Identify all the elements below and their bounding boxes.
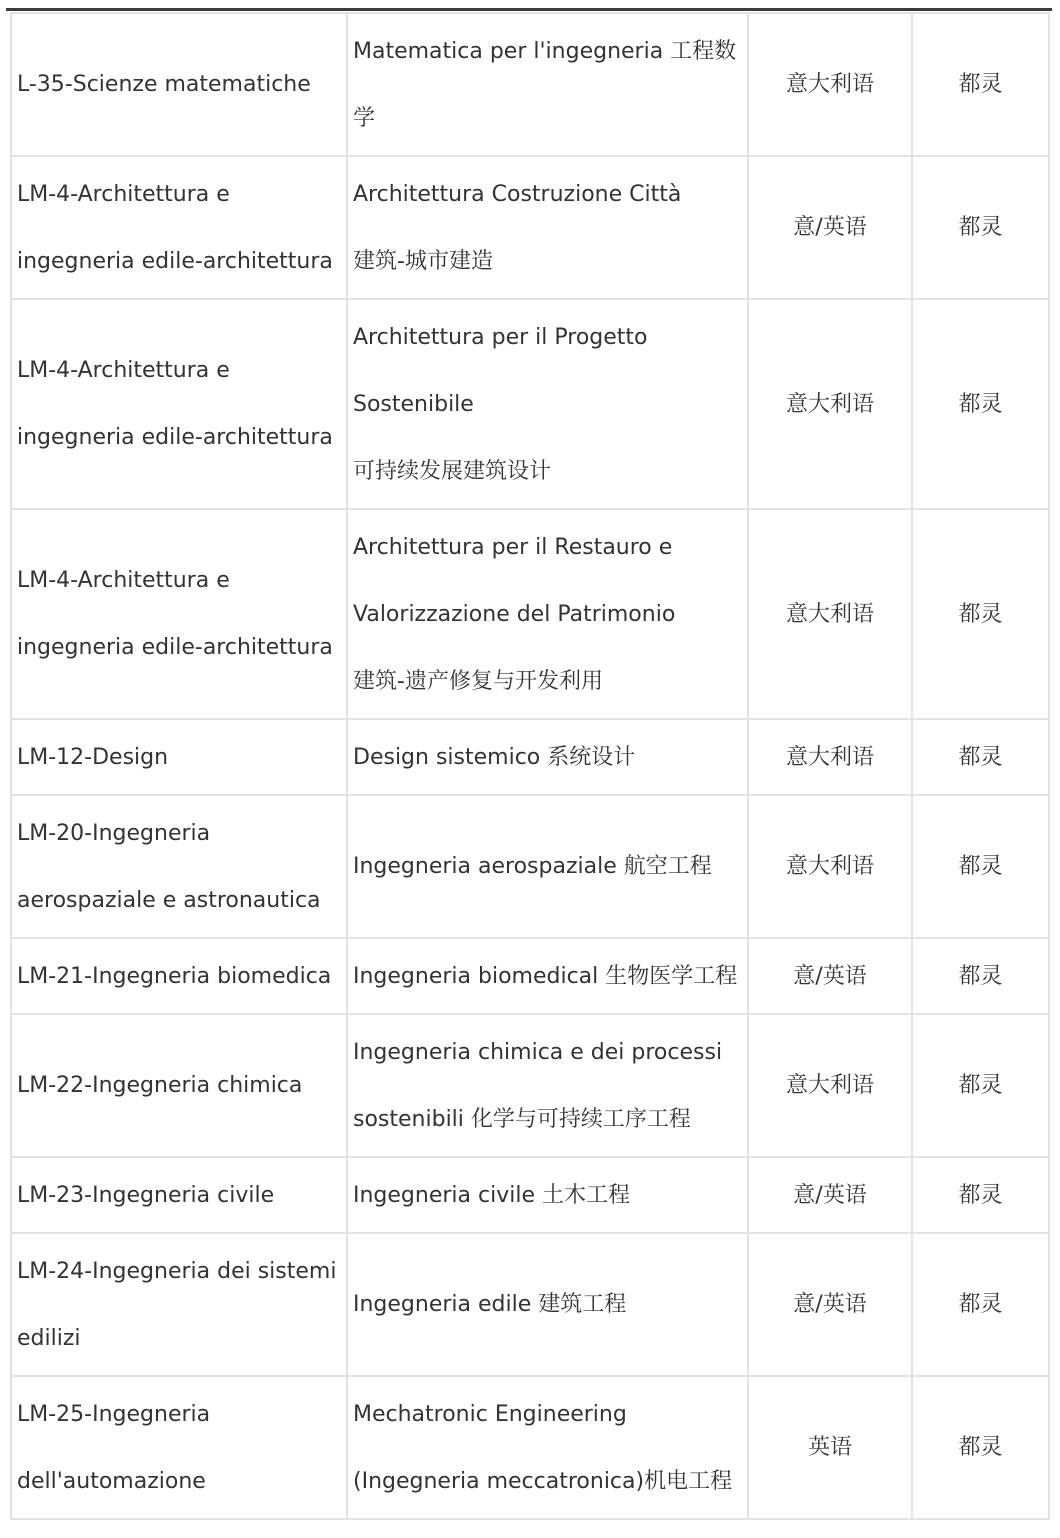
class-code-text: LM-22-Ingegneria chimica [17, 1073, 303, 1098]
class-code-cell [11, 719, 347, 795]
program-text: Matematica per l'ingegneria 工程数 [353, 38, 737, 64]
language-cell: 意/英语 [748, 1157, 912, 1233]
language-cell: 意大利语 [748, 13, 912, 156]
class-code-text: dell'automazione [17, 1468, 206, 1494]
class-code-text: LM-12-Design [17, 744, 169, 770]
program-table [10, 12, 1050, 1520]
program-text: 可持续发展建筑设计 [353, 458, 552, 484]
language-cell: 意大利语 [748, 1014, 912, 1157]
program-text: (Ingegneria meccatronica)机电工程 [353, 1468, 733, 1494]
class-code-text: ingegneria edile-architettura [17, 635, 333, 660]
class-code-cell [11, 156, 347, 299]
class-code-text: LM-4-Architettura e [17, 181, 230, 207]
class-code-cell [11, 13, 347, 156]
program-cell [347, 719, 748, 795]
city-cell: 都灵 [912, 1014, 1049, 1157]
city-cell: 都灵 [912, 13, 1049, 156]
program-text: Architettura per il Progetto [353, 324, 648, 350]
program-text: Mechatronic Engineering [353, 1401, 627, 1427]
program-text: Ingegneria civile 土木工程 [353, 1182, 630, 1208]
city-cell: 都灵 [912, 1233, 1049, 1376]
program-text: 建筑-遗产修复与开发利用 [353, 668, 603, 694]
table-row [11, 156, 1049, 299]
language-cell: 意/英语 [748, 156, 912, 299]
program-cell [347, 509, 748, 719]
city-cell: 都灵 [912, 719, 1049, 795]
program-cell [347, 1014, 748, 1157]
program-text: Ingegneria biomedical 生物医学工程 [353, 963, 738, 989]
class-code-text: LM-24-Ingegneria dei sistemi [17, 1258, 337, 1284]
table-row [11, 1376, 1049, 1519]
program-cell [347, 13, 748, 156]
class-code-text: L-35-Scienze matematiche [17, 72, 311, 97]
program-text: Sostenibile [353, 391, 474, 417]
class-code-text: LM-4-Architettura e [17, 568, 230, 593]
language-cell: 意/英语 [748, 938, 912, 1014]
class-code-cell [11, 1376, 347, 1519]
class-code-cell [11, 1014, 347, 1157]
program-cell [347, 299, 748, 509]
program-text: 建筑-城市建造 [353, 248, 493, 274]
class-code-cell [11, 795, 347, 938]
program-cell [347, 156, 748, 299]
program-cell [347, 938, 748, 1014]
class-code-text: LM-23-Ingegneria civile [17, 1182, 275, 1208]
class-code-cell [11, 1233, 347, 1376]
class-code-text: LM-21-Ingegneria biomedica [17, 963, 332, 989]
city-cell: 都灵 [912, 1376, 1049, 1519]
top-rule [6, 8, 1052, 11]
program-text: Architettura Costruzione Città [353, 181, 682, 207]
language-cell: 英语 [748, 1376, 912, 1519]
program-cell [347, 1157, 748, 1233]
program-text: Ingegneria chimica e dei processi [353, 1039, 723, 1065]
table-row [11, 1233, 1049, 1376]
program-cell [347, 1233, 748, 1376]
city-cell: 都灵 [912, 795, 1049, 938]
table-row [11, 795, 1049, 938]
city-cell: 都灵 [912, 156, 1049, 299]
table-row [11, 938, 1049, 1014]
program-text: Architettura per il Restauro e [353, 534, 673, 560]
program-text: 学 [353, 105, 376, 131]
class-code-text: LM-4-Architettura e [17, 358, 230, 383]
program-table-container [10, 12, 1048, 1520]
class-code-cell [11, 938, 347, 1014]
city-cell: 都灵 [912, 938, 1049, 1014]
program-text: Valorizzazione del Patrimonio [353, 601, 676, 627]
city-cell: 都灵 [912, 299, 1049, 509]
class-code-text: aerospaziale e astronautica [17, 887, 321, 913]
class-code-cell [11, 299, 347, 509]
language-cell: 意大利语 [748, 719, 912, 795]
table-row [11, 1157, 1049, 1233]
class-code-text: ingegneria edile-architettura [17, 248, 333, 274]
language-cell: 意大利语 [748, 509, 912, 719]
table-row [11, 299, 1049, 509]
language-cell: 意大利语 [748, 795, 912, 938]
city-cell: 都灵 [912, 509, 1049, 719]
class-code-cell [11, 509, 347, 719]
class-code-text: ingegneria edile-architettura [17, 425, 333, 450]
language-cell: 意大利语 [748, 299, 912, 509]
program-text: Ingegneria edile 建筑工程 [353, 1292, 627, 1317]
class-code-text: LM-20-Ingegneria [17, 820, 211, 846]
class-code-text: edilizi [17, 1325, 81, 1351]
city-cell: 都灵 [912, 1157, 1049, 1233]
table-row [11, 509, 1049, 719]
program-text: sostenibili 化学与可持续工序工程 [353, 1106, 691, 1132]
program-cell [347, 1376, 748, 1519]
language-cell: 意/英语 [748, 1233, 912, 1376]
class-code-cell [11, 1157, 347, 1233]
table-row [11, 1014, 1049, 1157]
table-row [11, 719, 1049, 795]
program-text: Ingegneria aerospaziale 航空工程 [353, 854, 712, 879]
class-code-text: LM-25-Ingegneria [17, 1401, 211, 1427]
program-text: Design sistemico 系统设计 [353, 744, 636, 770]
program-cell [347, 795, 748, 938]
table-row [11, 13, 1049, 156]
